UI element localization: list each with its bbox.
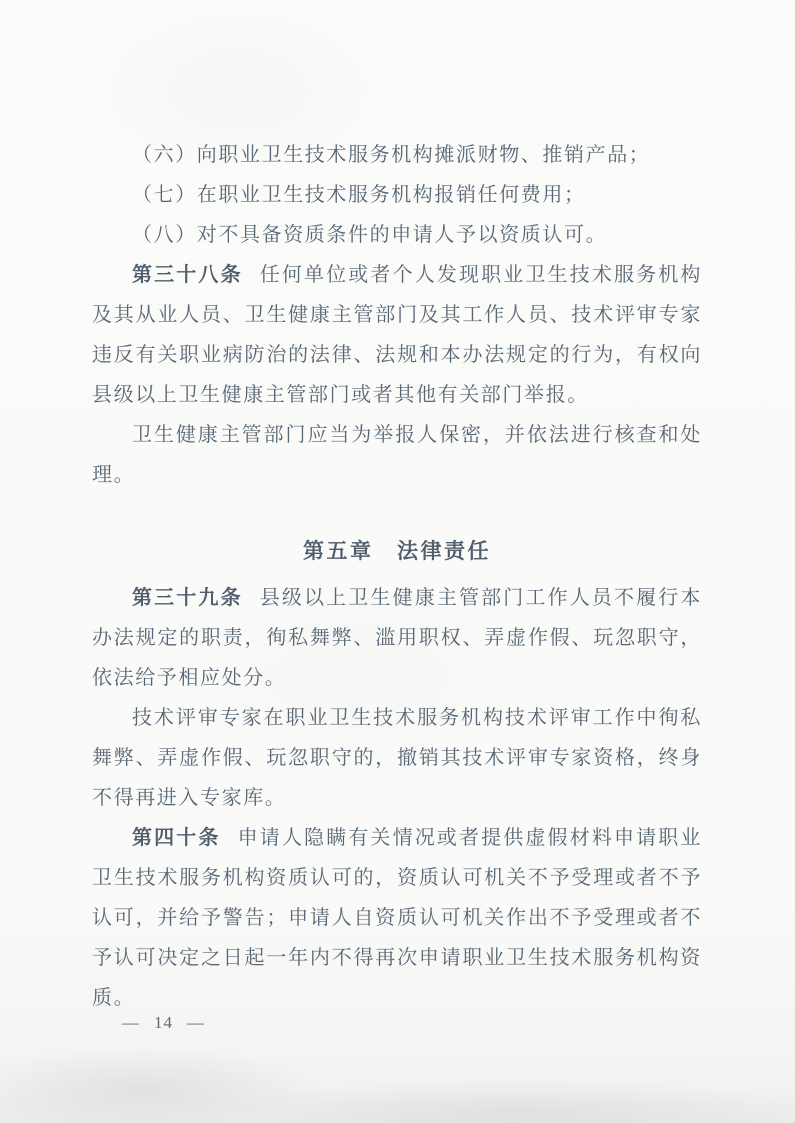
- list-item-8: （八）对不具备资质条件的申请人予以资质认可。: [132, 224, 608, 246]
- list-item-6: （六）向职业卫生技术服务机构摊派财物、推销产品；: [132, 144, 651, 166]
- article-38-text: 任何单位或者个人发现职业卫生技术服务机构及其从业人员、卫生健康主管部门及其工作人员、技术评审专家违反有关职业病防治的法律、法规和本办法规定的行为，有权向县级以上卫生健康主管部门或者其他有关部门举报。: [92, 264, 703, 406]
- page-number: 14: [154, 1013, 173, 1032]
- list-item-7: （七）在职业卫生技术服务机构报销任何费用；: [132, 184, 586, 206]
- article-38-label: 第三十八条: [132, 264, 243, 286]
- article-40-text: 申请人隐瞒有关情况或者提供虚假材料申请职业卫生技术服务机构资质认可的，资质认可机关不予受理或者不予认可，并给予警告；申请人自资质认可机关作出不予受理或者不予认可决定之日起一年内不得再次申请职业卫生技术服务机构资质。: [92, 827, 702, 1009]
- article-39-paragraph: [92, 578, 702, 698]
- article-40-label: 第四十条: [132, 827, 221, 849]
- footer-right-dash: —: [187, 1013, 205, 1032]
- document-body: [92, 135, 702, 1018]
- footer-left-dash: —: [122, 1013, 140, 1032]
- page-footer: [108, 1008, 308, 1038]
- article-40-paragraph: [92, 818, 702, 1018]
- article-38-paragraph: [92, 255, 702, 415]
- confidentiality-paragraph: 卫生健康主管部门应当为举报人保密，并依法进行核查和处理。: [92, 424, 702, 486]
- article-39-text: 县级以上卫生健康主管部门工作人员不履行本办法规定的职责，徇私舞弊、滥用职权、弄虚作假、玩忽职守，依法给予相应处分。: [92, 587, 703, 689]
- chapter-5-heading: 第五章 法律责任: [303, 539, 491, 563]
- article-39-label: 第三十九条: [132, 587, 243, 609]
- expert-review-paragraph: 技术评审专家在职业卫生技术服务机构技术评审工作中徇私舞弊、弄虚作假、玩忽职守的，撤销其技术评审专家资格，终身不得再进入专家库。: [92, 707, 702, 809]
